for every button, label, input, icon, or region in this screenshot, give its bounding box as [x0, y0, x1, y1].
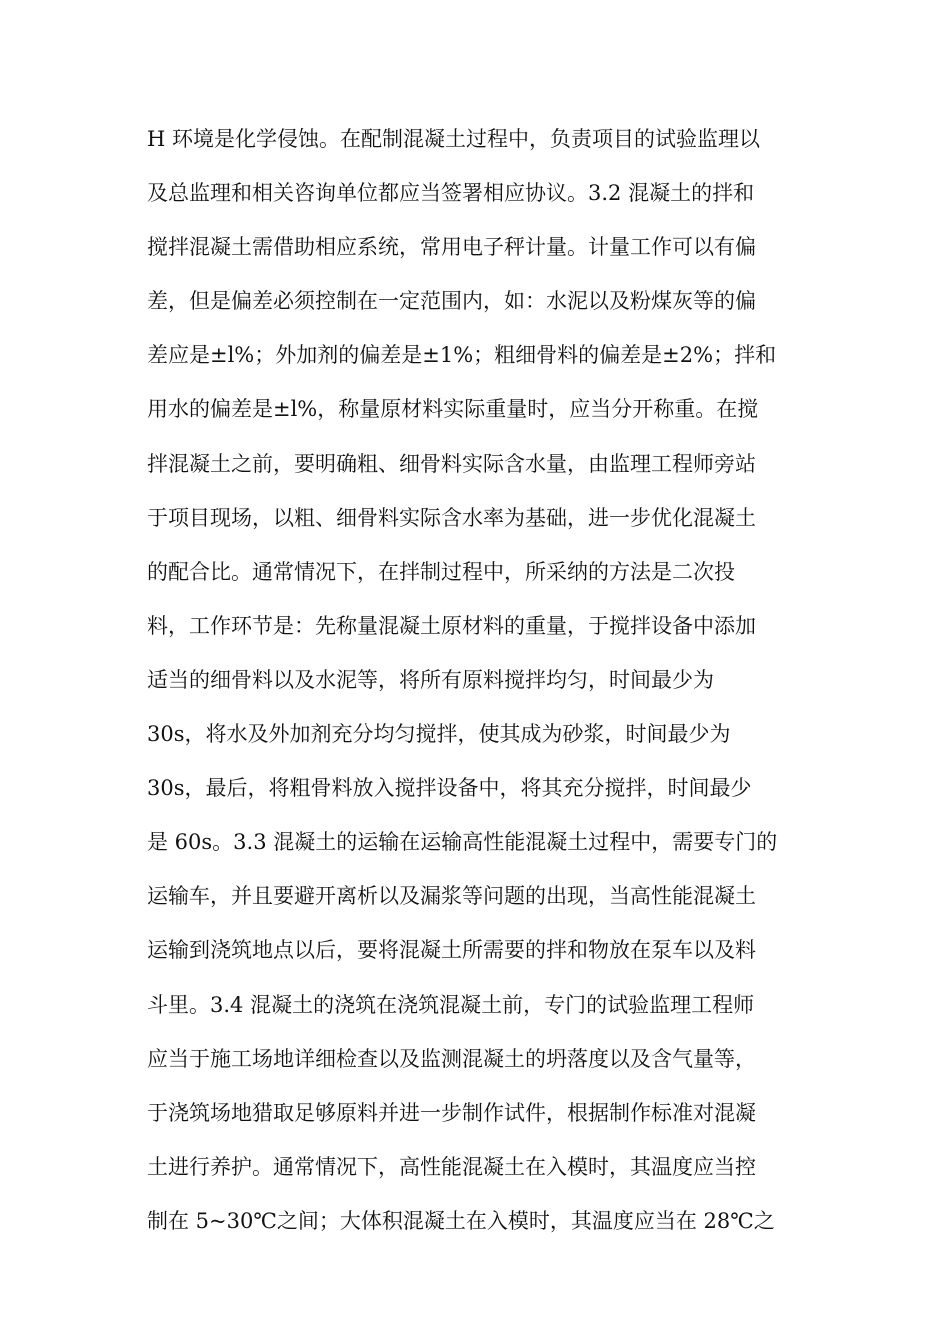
text-line: 搅拌混凝土需借助相应系统，常用电子秤计量。计量工作可以有偏: [147, 235, 756, 260]
text-line: 是 60s。3.3 混凝土的运输在运输高性能混凝土过程中，需要专门的: [147, 830, 778, 855]
text-line: 适当的细骨料以及水泥等，将所有原料搅拌均匀，时间最少为: [147, 667, 714, 692]
text-line: 料，工作环节是：先称量混凝土原材料的重量，于搅拌设备中添加: [147, 613, 756, 638]
text-line: 运输车，并且要避开离析以及漏浆等问题的出现，当高性能混凝土: [147, 884, 756, 909]
text-line: 30s，将水及外加剂充分均匀搅拌，使其成为砂浆，时间最少为: [147, 722, 731, 747]
text-line: 差，但是偏差必须控制在一定范围内，如：水泥以及粉煤灰等的偏: [147, 289, 756, 314]
body-text: [147, 112, 807, 1248]
text-line: H 环境是化学侵蚀。在配制混凝土过程中，负责项目的试验监理以: [147, 127, 760, 151]
text-line: 于项目现场，以粗、细骨料实际含水率为基础，进一步优化混凝土: [147, 505, 756, 530]
text-line: 于浇筑场地猎取足够原料并进一步制作试件，根据制作标准对混凝: [147, 1100, 756, 1125]
text-line: 的配合比。通常情况下，在拌制过程中，所采纳的方法是二次投: [147, 559, 735, 584]
text-line: 制在 5~30℃之间；大体积混凝土在入模时，其温度应当在 28℃之: [147, 1208, 775, 1233]
text-line: 斗里。3.4 混凝土的浇筑在浇筑混凝土前，专门的试验监理工程师: [147, 992, 755, 1017]
text-line: 及总监理和相关咨询单位都应当签署相应协议。3.2 混凝土的拌和: [147, 181, 755, 206]
text-line: 用水的偏差是±l%，称量原材料实际重量时，应当分开称重。在搅: [147, 397, 759, 422]
text-line: 应当于施工场地详细检查以及监测混凝土的坍落度以及含气量等，: [147, 1046, 756, 1071]
text-line: 运输到浇筑地点以后，要将混凝土所需要的拌和物放在泵车以及料: [147, 938, 756, 963]
text-line: 拌混凝土之前，要明确粗、细骨料实际含水量，由监理工程师旁站: [147, 451, 756, 476]
text-line: 差应是±l%；外加剂的偏差是±1%；粗细骨料的偏差是±2%；拌和: [147, 343, 777, 368]
text-line: 30s，最后，将粗骨料放入搅拌设备中，将其充分搅拌，时间最少: [147, 776, 752, 801]
text-line: 土进行养护。通常情况下，高性能混凝土在入模时，其温度应当控: [147, 1154, 756, 1179]
